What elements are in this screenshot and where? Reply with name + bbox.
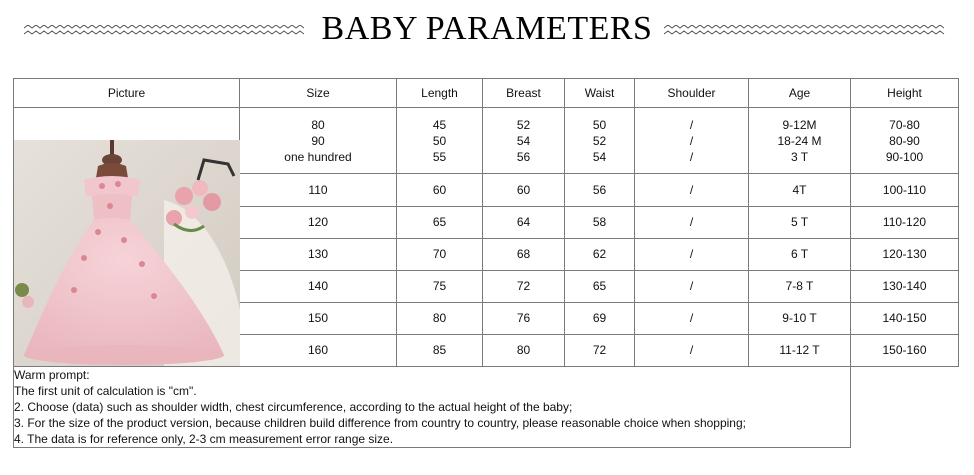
header-waist: Waist (565, 79, 635, 108)
header-height: Height (851, 79, 959, 108)
page-header (0, 0, 974, 62)
age-cell: 9-12M 18-24 M 3 T (749, 108, 851, 174)
size-cell: 120 (240, 206, 397, 238)
shoulder-cell: / (635, 206, 749, 238)
height-cell: 70-80 80-90 90-100 (851, 108, 959, 174)
waist-cell: 69 (565, 302, 635, 334)
header-picture: Picture (14, 79, 240, 108)
age-cell: 5 T (749, 206, 851, 238)
waist-cell: 58 (565, 206, 635, 238)
waist-cell: 62 (565, 238, 635, 270)
age-cell: 4T (749, 174, 851, 206)
length-cell: 60 (397, 174, 483, 206)
shoulder-cell: / / / (635, 108, 749, 174)
size-cell: 80 90 one hundred (240, 108, 397, 174)
waist-cell: 72 (565, 334, 635, 366)
shoulder-cell: / (635, 302, 749, 334)
waist-cell: 56 (565, 174, 635, 206)
age-cell: 6 T (749, 238, 851, 270)
header-age: Age (749, 79, 851, 108)
table-row (14, 367, 959, 448)
dress-photo-cell (14, 108, 240, 367)
page-title: BABY PARAMETERS (321, 10, 653, 47)
size-chart-table (13, 78, 959, 448)
length-cell: 65 (397, 206, 483, 238)
notes-line: 2. Choose (data) such as shoulder width, chest circumference, according to the actual height of the baby; (14, 400, 573, 414)
size-cell: 160 (240, 334, 397, 366)
waist-cell: 50 52 54 (565, 108, 635, 174)
breast-cell: 64 (483, 206, 565, 238)
age-cell: 9-10 T (749, 302, 851, 334)
notes-line: 3. For the size of the product version, because children build difference from country to country, please reasonable choice when shopping; (14, 416, 746, 430)
dress-photo (14, 140, 240, 366)
shoulder-cell: / (635, 334, 749, 366)
breast-cell: 80 (483, 334, 565, 366)
header-length: Length (397, 79, 483, 108)
length-cell: 85 (397, 334, 483, 366)
header-size: Size (240, 79, 397, 108)
size-cell: 110 (240, 174, 397, 206)
height-cell: 140-150 (851, 302, 959, 334)
shoulder-cell: / (635, 174, 749, 206)
height-cell: 110-120 (851, 206, 959, 238)
header-shoulder: Shoulder (635, 79, 749, 108)
age-cell: 7-8 T (749, 270, 851, 302)
waist-cell: 65 (565, 270, 635, 302)
height-cell: 150-160 (851, 334, 959, 366)
notes-line: The first unit of calculation is "cm". (14, 384, 197, 398)
length-cell: 45 50 55 (397, 108, 483, 174)
size-cell: 150 (240, 302, 397, 334)
breast-cell: 76 (483, 302, 565, 334)
notes-heading: Warm prompt: (14, 368, 90, 382)
shoulder-cell: / (635, 238, 749, 270)
shoulder-cell: / (635, 270, 749, 302)
breast-cell: 68 (483, 238, 565, 270)
height-cell: 120-130 (851, 238, 959, 270)
notes-line: 4. The data is for reference only, 2-3 cm measurement error range size. (14, 432, 394, 446)
warm-prompt-notes (14, 367, 851, 448)
header-breast: Breast (483, 79, 565, 108)
age-cell: 11-12 T (749, 334, 851, 366)
length-cell: 80 (397, 302, 483, 334)
height-cell: 130-140 (851, 270, 959, 302)
size-cell: 140 (240, 270, 397, 302)
breast-cell: 60 (483, 174, 565, 206)
breast-cell: 52 54 56 (483, 108, 565, 174)
height-cell: 100-110 (851, 174, 959, 206)
length-cell: 70 (397, 238, 483, 270)
table-header-row (14, 79, 959, 108)
breast-cell: 72 (483, 270, 565, 302)
length-cell: 75 (397, 270, 483, 302)
zigzag-ornament-right (664, 25, 946, 37)
size-cell: 130 (240, 238, 397, 270)
table-row (14, 108, 959, 174)
